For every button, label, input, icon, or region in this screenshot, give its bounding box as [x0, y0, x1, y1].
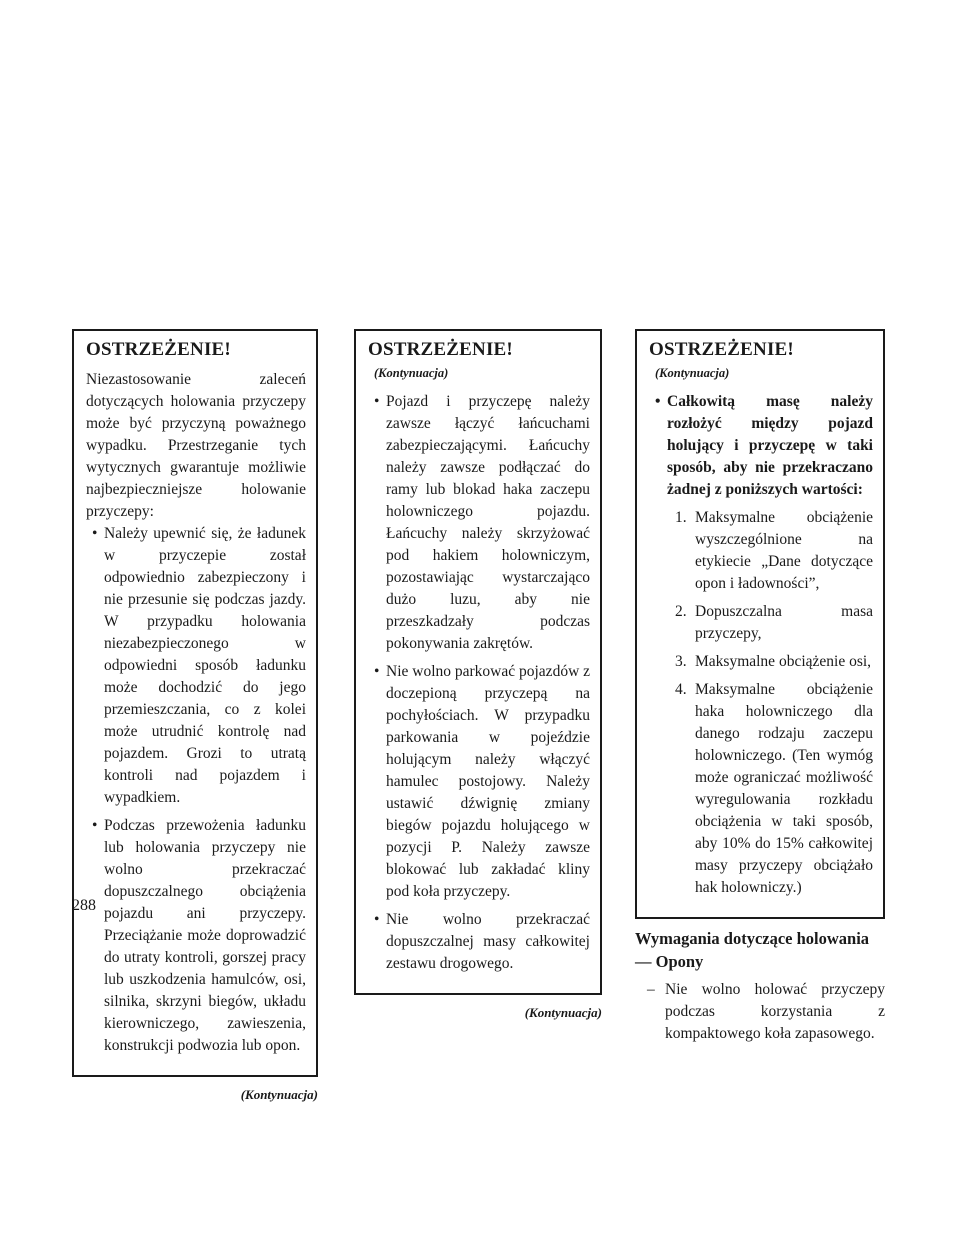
warning-bullet-list: [86, 523, 306, 1057]
dash-icon: –: [647, 981, 655, 998]
warning-title: OSTRZEŻENIE!: [86, 339, 231, 360]
bullet-item: • Podczas przewożenia ładunku lub holowania przyczepy nie wolno przekraczać dopuszczalnego obciążenia pojazdu ani przyczepy. Przeciążanie może doprowadzić do utraty kontroli, gorszej pracy lub uszkodzenia hamulców, osi, silnika, skrzyni biegów, układu kierowniczego, zawieszenia, konstrukcji podwozia lub opon.: [92, 817, 306, 1054]
section-heading: Wymagania dotyczące holowania — Opony: [635, 929, 870, 971]
warning-title: OSTRZEŻENIE!(Kontynuacja): [368, 339, 513, 380]
page-number: 288: [72, 897, 96, 914]
bullet-item: • Nie wolno przekraczać dopuszczalnej masy całkowitej zestawu drogowego.: [374, 911, 590, 972]
continued-label: (Kontynuacja): [240, 1087, 318, 1102]
bullet-icon: •: [92, 525, 98, 542]
warning-box-continued: [635, 329, 885, 919]
continued-label: (Kontynuacja): [524, 1005, 602, 1020]
warning-title: OSTRZEŻENIE!(Kontynuacja): [649, 339, 794, 380]
bullet-item: • Całkowitą masę należy rozłożyć między pojazd holujący i przyczepę w taki sposób, aby nie przekraczano żadnej z poniższych wartości:: [655, 393, 873, 498]
numbered-item: 4. Maksymalne obciążenie haka holowniczego dla danego rodzaju zaczepu holowniczego. (Ten wymóg może ograniczać możliwość wyregulowania rozkładu obciążenia w taki sposób, aby 10% do 15% całkowitej masy przyczepy obciążało hak holowniczy.): [675, 681, 873, 896]
dash-list-item: – Nie wolno holować przyczepy podczas korzystania z kompaktowego koła zapasowego.: [647, 981, 885, 1042]
warning-bullet-list: [368, 391, 590, 975]
title-continued: (Kontynuacja): [374, 366, 449, 380]
numbered-item: 1. Maksymalne obciążenie wyszczególnione na etykiecie „Dane dotyczące opon i ładowności”,: [675, 509, 873, 592]
warning-bullet-list: [649, 391, 873, 501]
column-1: [72, 329, 318, 1103]
numbered-list: [649, 507, 873, 899]
bullet-icon: •: [374, 393, 380, 410]
warning-intro: Niezastosowanie zaleceń dotyczących holowania przyczepy może być przyczyną poważnego wypadku. Przestrzeganie tych wytycznych gwarantuje możliwie najbezpieczniejsze holowanie przyczepy:: [86, 371, 306, 520]
bullet-icon: •: [374, 911, 380, 928]
bullet-item: • Nie wolno parkować pojazdów z doczepioną przyczepą na pochyłościach. W przypadku parkowania w pojeździe holującym należy włączyć hamulec postojowy. Należy ustawić dźwignię zmiany biegów pojazdu holującego w pozycji P. Należy zawsze blokować lub zakładać kliny pod koła przyczepy.: [374, 663, 591, 900]
numbered-item: 3. Maksymalne obciążenie osi,: [675, 653, 872, 670]
warning-box-continued: [354, 329, 602, 995]
bullet-item: • Pojazd i przyczepę należy zawsze łączyć łańcuchami zabezpieczającymi. Łańcuchy należy zawsze podłączać do ramy lub blokad haka zaczepu holowniczego pojazdu. Łańcuchy należy skrzyżować pod hakiem holowniczym, pozostawiając wystarczająco dużo luzu, aby nie przeszkadzały podczas pokonywania zakrętów.: [374, 393, 590, 652]
bullet-icon: •: [655, 393, 661, 410]
column-2: [354, 329, 602, 1021]
title-continued: (Kontynuacja): [655, 366, 730, 380]
column-3: [635, 329, 885, 1045]
numbered-item: 2. Dopuszczalna masa przyczepy,: [675, 603, 873, 642]
bullet-icon: •: [92, 817, 98, 834]
warning-box: [72, 329, 318, 1077]
bullet-icon: •: [374, 663, 380, 680]
bullet-item: • Należy upewnić się, że ładunek w przyczepie został odpowiednio zabezpieczony i nie przesunie się podczas jazdy. W przypadku holowania niezabezpieczonego w odpowiedni sposób ładunku może dochodzić do jego przemieszczania, co z kolei może utrudnić kontrolę nad pojazdem. Grozi to utratą kontroli nad pojazdem i wypadkiem.: [92, 525, 306, 806]
